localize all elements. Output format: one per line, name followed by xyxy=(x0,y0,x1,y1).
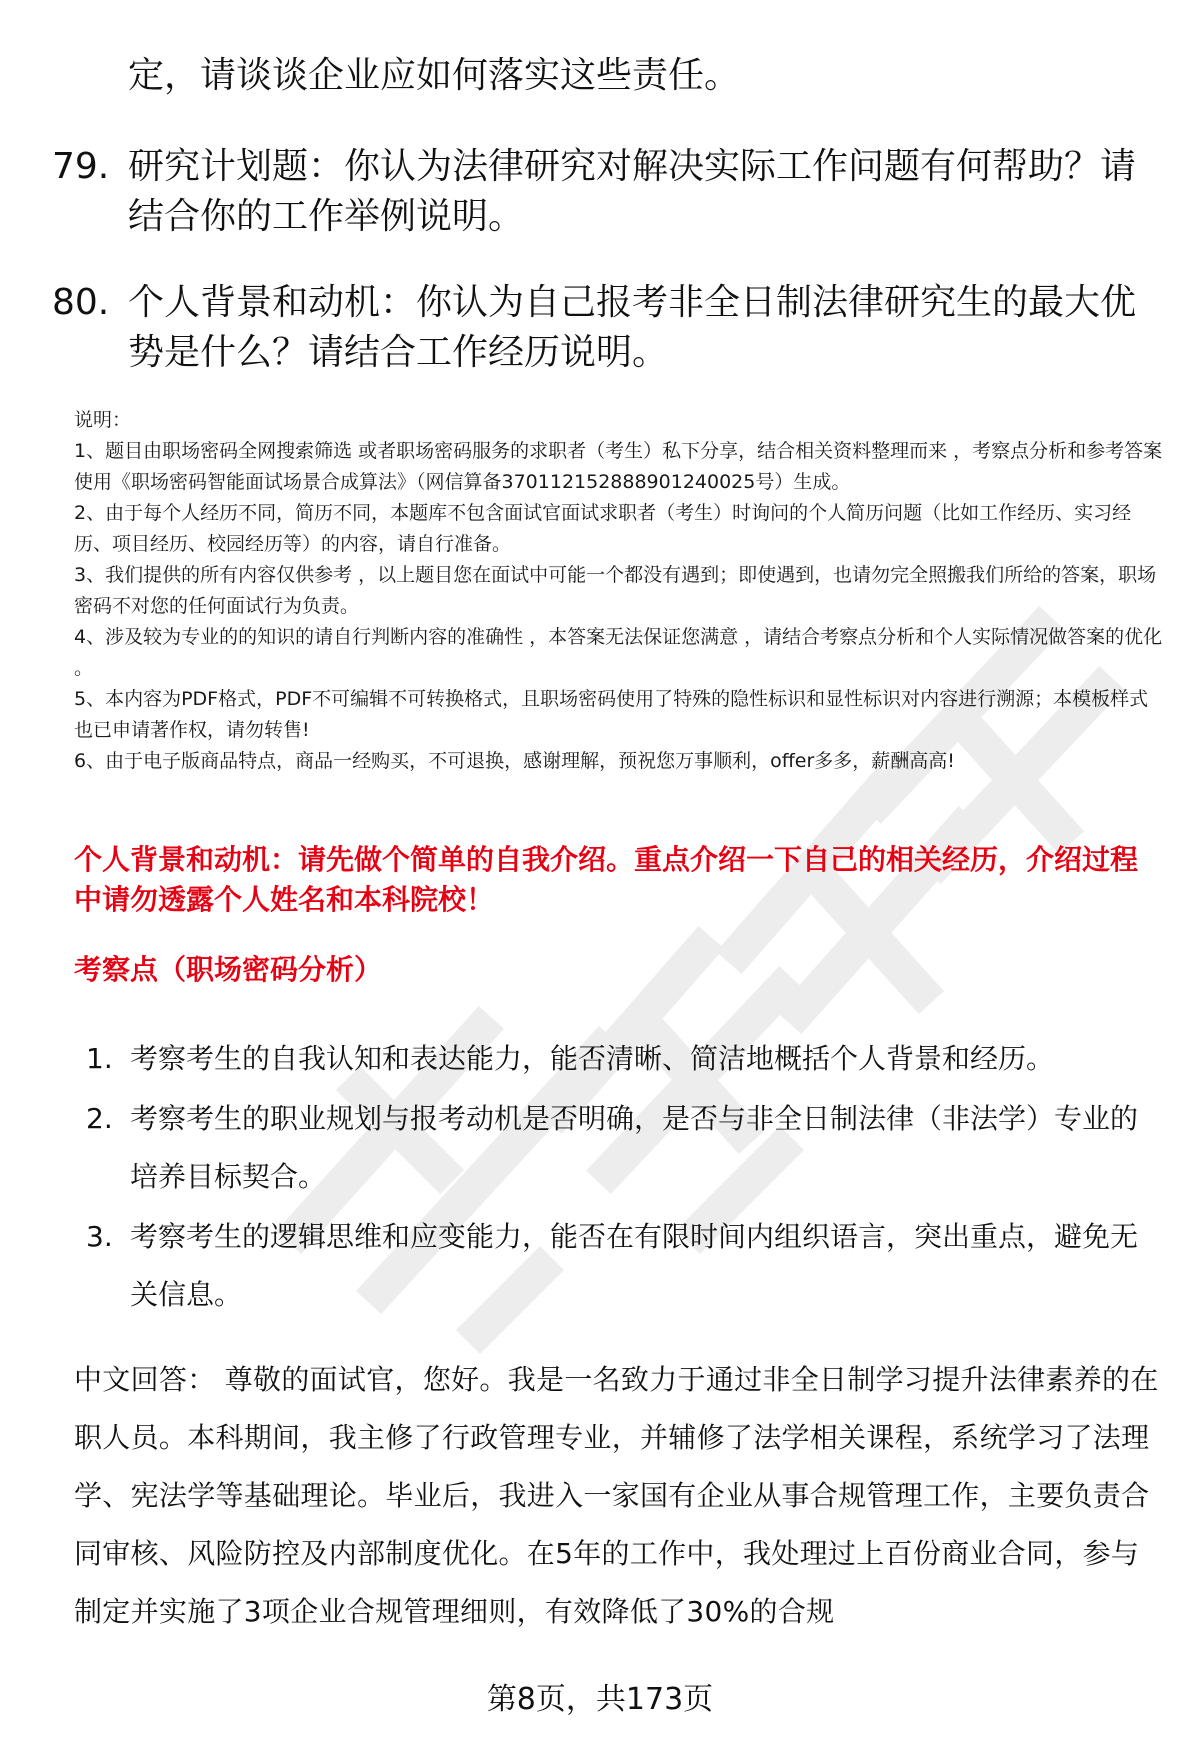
point-text: 考察考生的职业规划与报考动机是否明确，是否与非全日制法律（非法学）专业的培养目标契合。 xyxy=(130,1102,1139,1193)
question-text: 研究计划题：你认为法律研究对解决实际工作问题有何帮助？请结合你的工作举例说明。 xyxy=(128,146,1137,237)
note-item: 3、我们提供的所有内容仅供参考 ，以上题目您在面试中可能一个都没有遇到；即使遇到，也请勿完全照搬我们所给的答案，职场密码不对您的任何面试行为负责。 xyxy=(74,564,1157,617)
point-number: 2. xyxy=(86,1102,113,1135)
analysis-title: 考察点（职场密码分析） xyxy=(74,953,383,986)
analysis-point xyxy=(74,1030,1154,1088)
answer-label: 中文回答： xyxy=(74,1363,216,1396)
notes-section xyxy=(74,405,1164,777)
page-footer: 第8页，共173页 xyxy=(486,1682,714,1717)
question-number: 80. xyxy=(52,282,110,323)
note-item: 2、由于每个人经历不同，简历不同，本题库不包含面试官面试求职者（考生）时询问的个人简历问题（比如工作经历、实习经历、项目经历、校园经历等）的内容，请自行准备。 xyxy=(74,502,1132,555)
question-80 xyxy=(52,278,1152,378)
analysis-point xyxy=(74,1208,1154,1324)
note-item: 1、题目由职场密码全网搜索筛选 或者职场密码服务的求职者（考生）私下分享，结合相关资料整理而来 ，考察点分析和参考答案使用《职场密码智能面试场景合成算法》（网信算备370112152888901240025号）生成。 xyxy=(74,440,1163,493)
answer-paragraph xyxy=(74,1351,1159,1641)
answer-text: 尊敬的面试官，您好。我是一名致力于通过非全日制学习提升法律素养的在职人员。本科期间，我主修了行政管理专业，并辅修了法学相关课程，系统学习了法理学、宪法学等基础理论。毕业后，我进入一家国有企业从事合规管理工作，主要负责合同审核、风险防控及内部制度优化。在5年的工作中，我处理过上百份商业合同，参与制定并实施了3项企业合规管理细则，有效降低了30%的合规 xyxy=(74,1363,1159,1628)
point-number: 1. xyxy=(86,1042,113,1075)
focus-question-heading: 个人背景和动机：请先做个简单的自我介绍。重点介绍一下自己的相关经历，介绍过程中请勿透露个人姓名和本科院校！ xyxy=(74,843,1139,916)
point-text: 考察考生的逻辑思维和应变能力，能否在有限时间内组织语言，突出重点，避免无关信息。 xyxy=(130,1220,1139,1311)
point-text: 考察考生的自我认知和表达能力，能否清晰、简洁地概括个人背景和经历。 xyxy=(130,1042,1055,1075)
note-item: 6、由于电子版商品特点，商品一经购买，不可退换，感谢理解，预祝您万事顺利，offer多多，薪酬高高! xyxy=(74,750,955,772)
note-item: 4、涉及较为专业的的知识的请自行判断内容的准确性 ，本答案无法保证您满意 ，请结合考察点分析和个人实际情况做答案的优化 。 xyxy=(74,626,1163,679)
note-item: 5、本内容为PDF格式，PDF不可编辑不可转换格式，且职场密码使用了特殊的隐性标识和显性标识对内容进行溯源；本模板样式也已申请著作权，请勿转售! xyxy=(74,688,1149,741)
question-text: 个人背景和动机：你认为自己报考非全日制法律研究生的最大优势是什么？请结合工作经历说明。 xyxy=(128,282,1137,373)
analysis-points-list xyxy=(74,1030,1154,1326)
question-78-continuation: 定，请谈谈企业应如何落实这些责任。 xyxy=(128,55,741,96)
notes-title: 说明： xyxy=(74,409,132,431)
question-number: 79. xyxy=(52,146,110,187)
analysis-point xyxy=(74,1090,1154,1206)
question-79 xyxy=(52,142,1152,242)
point-number: 3. xyxy=(86,1220,113,1253)
